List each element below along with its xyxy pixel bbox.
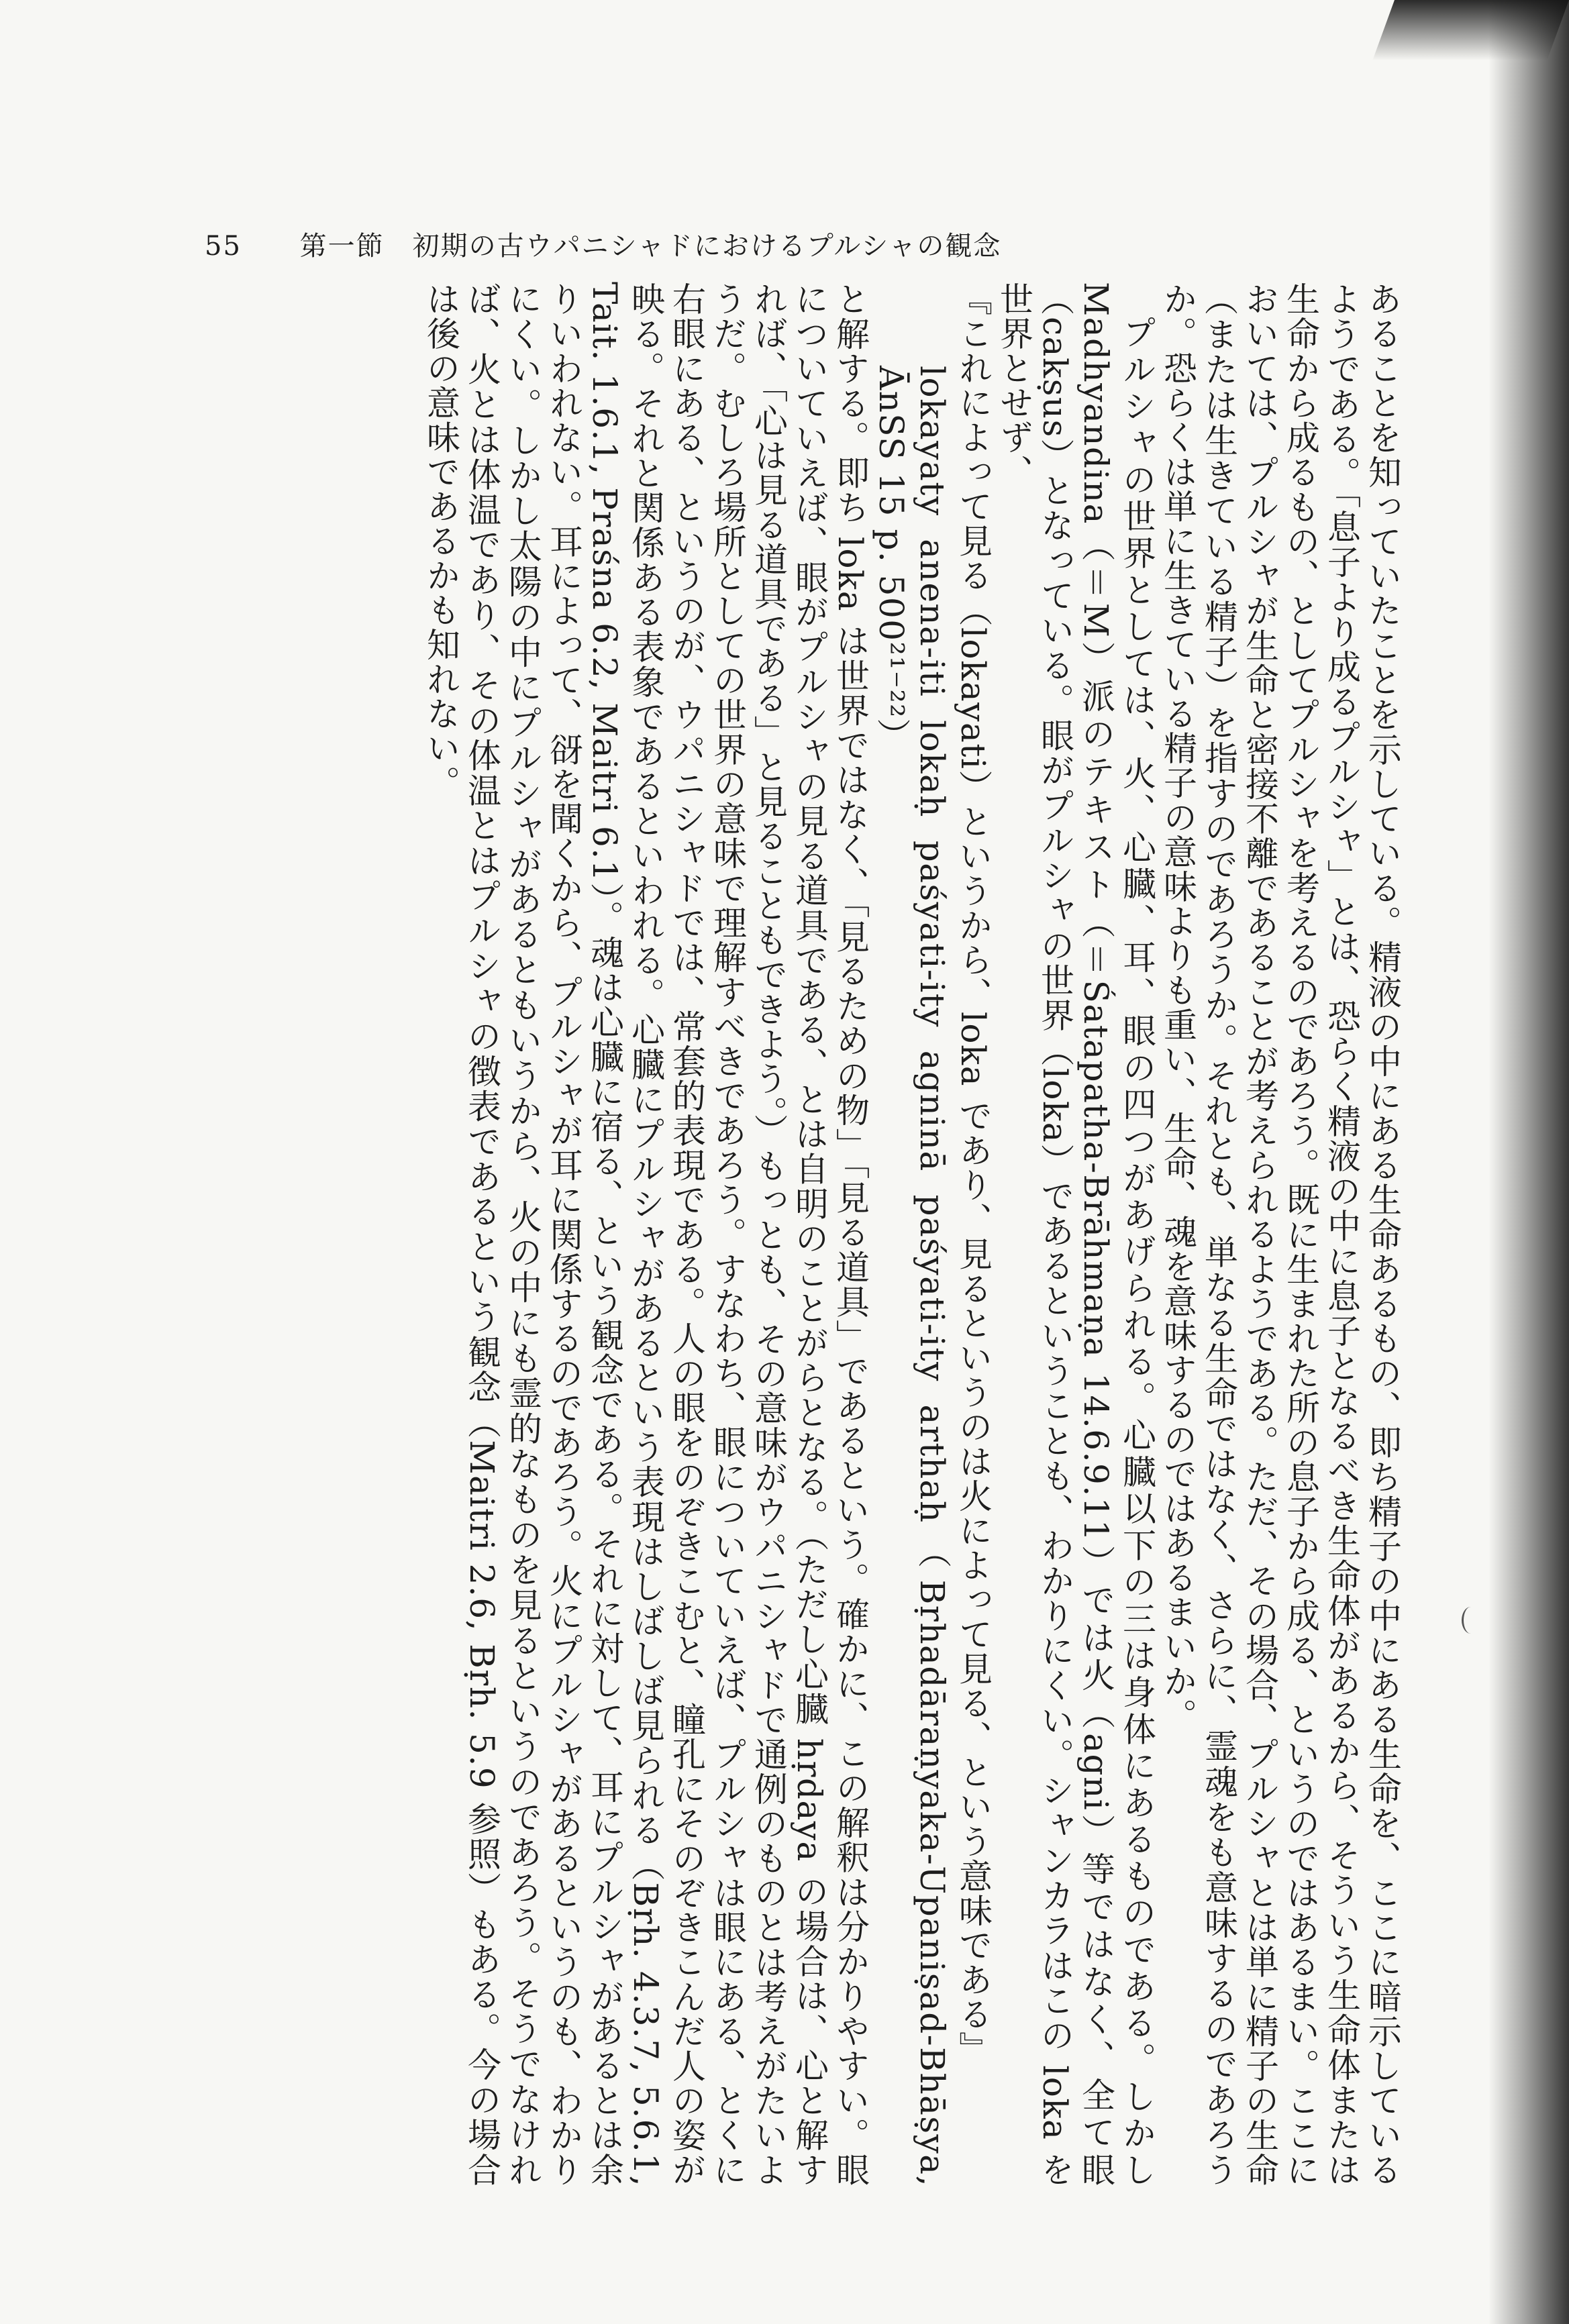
paragraph-1: あることを知っていたことを示している。精液の中にある生命あるもの、即ち精子の中にある生命を、ここに暗示しているようである。「息子より成るプルシャ」とは、恐らく精液の中に息子となるべき生命体があるから、そういう生命体または生命から成るもの、としてプルシャを考えるのであろう。既に生まれた所の息子から成る、というのではあるまい。ここにおいては、プルシャが生命と密接不離であることが考えられるようである。ただ、その場合、プルシャとは単に精子の生命（または生きている精子）を指すのであろうか。それとも、単なる生命ではなく、さらに、霊魂をも意味するのであろうか。恐らくは単に生きている精子の意味よりも重い、生命、魂を意味するのではあるまいか。 xyxy=(1158,282,1402,2188)
scan-edge-shadow xyxy=(1488,0,1569,2324)
paragraph-2: プルシャの世界としては、火、心臓、耳、眼の四つがあげられる。心臓以下の三は身体にあるものである。しかし Madhyandina（＝M）派のテキスト（＝Śatapatha-Brāhmaṇa 14.6.9.11）では火（agni）等ではなく、全て眼（cakṣus）となっている。眼がプルシャの世界（loka）であるということも、わかりにくい。シャンカラはこの loka を世界とせず、 xyxy=(995,282,1156,2188)
scan-edge-corner xyxy=(1372,0,1569,60)
paragraph-3: と解する。即ち loka は世界ではなく、「見るための物」「見る道具」であるという。確かに、この解釈は分かりやすい。眼についていえば、眼がプルシャの見る道具である、とは自明のことがらとなる。（ただし心臓 hṛdaya の場合は、心と解すれば、「心は見る道具である」と見ることもできよう。）もっとも、その意味がウパニシャドで通例のものとは考えがたいようだ。むしろ場所としての世界の意味で理解すべきであろう。すなわち、眼についていえば、プルシャは眼にある、とくに右眼にある、というのが、ウパニシャドでは、常套的表現である。人の眼をのぞきこむと、瞳孔にそのぞきこんだ人の姿が映る。それと関係ある表象であるといわれる。心臓にプルシャがあるという表現はしばしば見られる（Bṛh. 4.3.7, 5.6.1, Tait. 1.6.1, Praśna 6.2, Maitri 6.1）。魂は心臓に宿る、という観念である。それに対して、耳にプルシャがあるとは余りいわれない。耳によって、谺を聞くから、プルシャが耳に関係するのであろう。火にプルシャがあるというのも、わかりにくい。しかし太陽の中にプルシャがあるともいうから、火の中にも霊的なものを見るというのであろう。そうでなければ、火とは体温であり、その体温とはプルシャの徴表であるという観念（Maitri 2.6, Bṛh. 5.9 参照）もある。今の場合は後の意味であるかも知れない。 xyxy=(421,282,870,2188)
shankara-quote: 『これによって見る（lokayati）というから、loka であり、見るというのは火によって見る、という意味である』 xyxy=(954,282,993,2066)
running-header xyxy=(205,225,1001,263)
sanskrit-citation: lokayaty anena-iti lokaḥ paśyati-ity agninā paśyati-ity arthaḥ（Bṛhadāraṇyaka-Upaniṣad-Bhāṣya, ĀnSS 15 p. 500²¹⁻²²） xyxy=(872,366,952,2187)
page-number: 55 xyxy=(205,231,242,262)
running-title: 第一節 初期の古ウパニシャドにおけるプルシャの観念 xyxy=(299,231,1002,262)
body-text xyxy=(168,282,1403,2187)
stray-pencil-mark xyxy=(1462,1607,1480,1634)
